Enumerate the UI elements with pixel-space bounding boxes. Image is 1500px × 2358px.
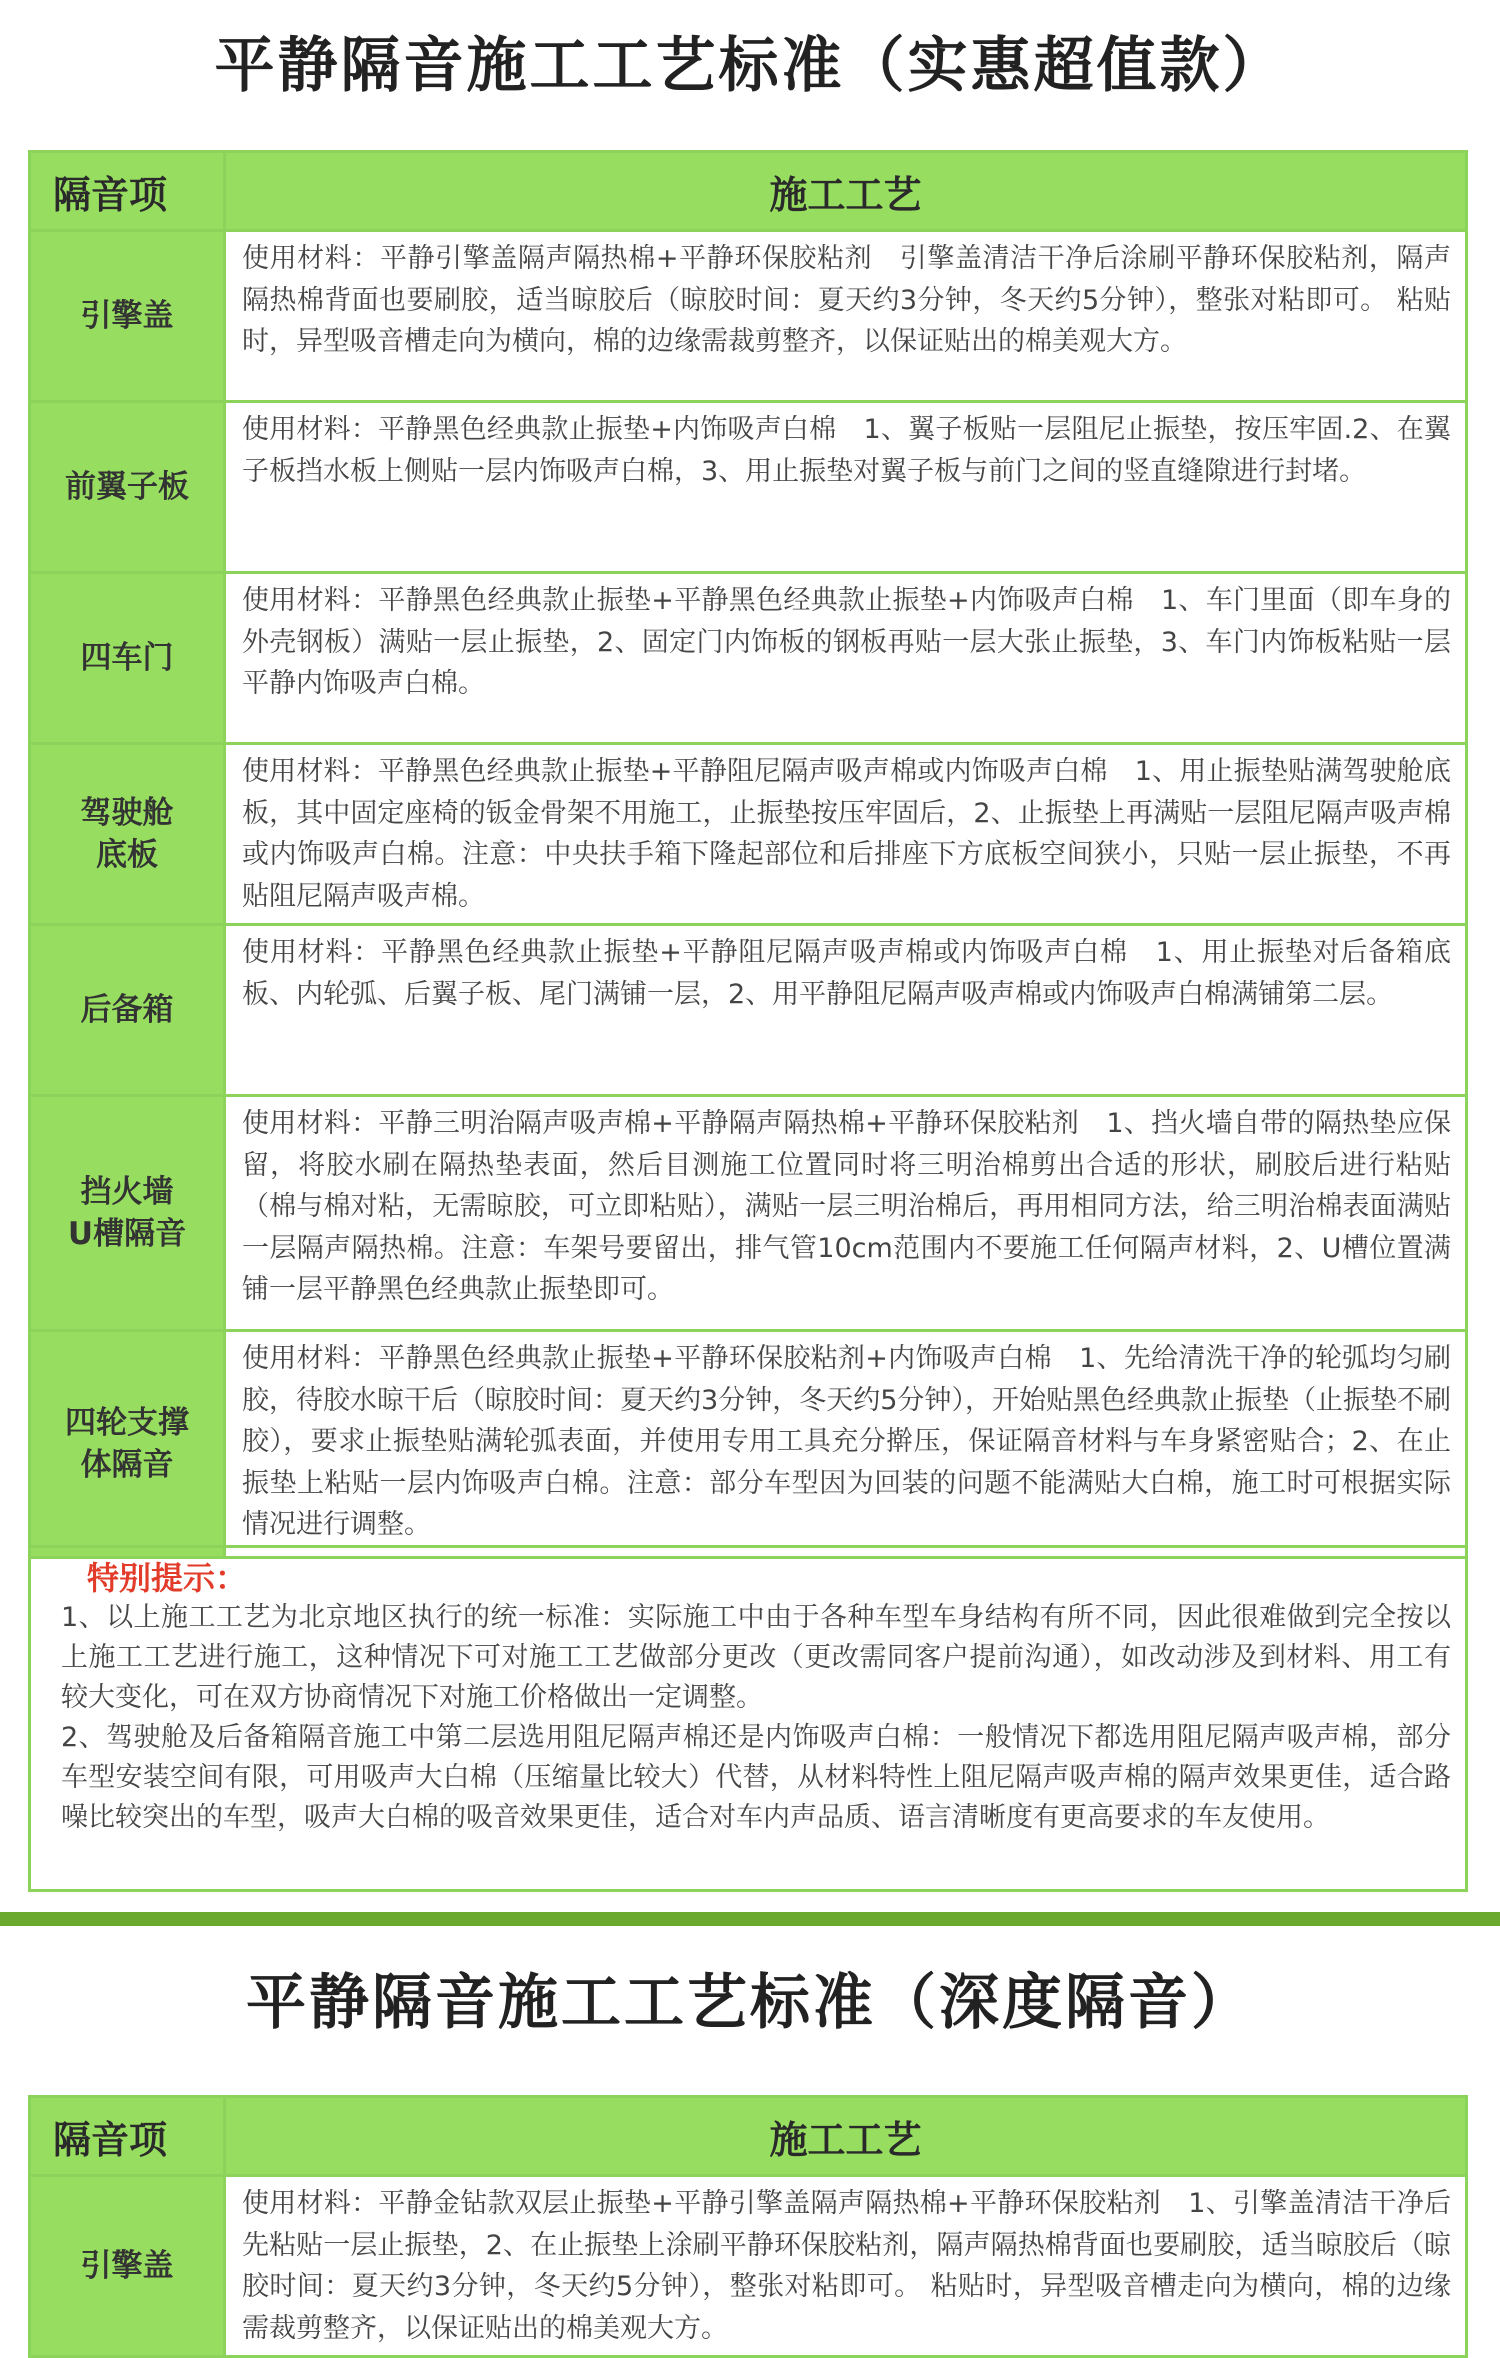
- table-row: [30, 573, 1467, 744]
- page-title: 平静隔音施工工艺标准（实惠超值款）: [214, 31, 1286, 101]
- table-row: [30, 231, 1467, 402]
- row-item-label: 引擎盖: [30, 231, 225, 402]
- special-note-title: 特别提示：: [87, 1559, 248, 1597]
- row-item-label: 四车门: [30, 573, 225, 744]
- row-description: 使用材料：平静金钻款双层止振垫+平静引擎盖隔声隔热棉+平静环保胶粘剂 1、引擎盖清洁干净后先粘贴一层止振垫，2、在止振垫上涂刷平静环保胶粘剂，隔声隔热棉背面也要刷胶，适当晾胶后（晾胶时间：夏天约3分钟，冬天约5分钟），整张对粘即可。 粘贴时，异型吸音槽走向为横向，棉的边缘需裁剪整齐，以保证贴出的棉美观大方。: [225, 2176, 1467, 2357]
- special-note-box: [28, 1545, 1468, 1892]
- table-header-row: [30, 2097, 1467, 2176]
- table-row: [30, 2176, 1467, 2357]
- row-item-label: 驾驶舱 底板: [30, 744, 225, 925]
- row-description: 使用材料：平静黑色经典款止振垫+平静阻尼隔声吸声棉或内饰吸声白棉 1、用止振垫对后备箱底板、内轮弧、后翼子板、尾门满铺一层，2、用平静阻尼隔声吸声棉或内饰吸声白棉满铺第二层。: [225, 925, 1467, 1096]
- process-table-value: [28, 150, 1468, 1559]
- row-description: 使用材料：平静黑色经典款止振垫+平静阻尼隔声吸声棉或内饰吸声白棉 1、用止振垫贴满驾驶舱底板，其中固定座椅的钣金骨架不用施工，止振垫按压牢固后，2、止振垫上再满贴一层阻尼隔声吸声棉或内饰吸声白棉。注意：中央扶手箱下隆起部位和后排座下方底板空间狭小，只贴一层止振垫，不再贴阻尼隔声吸声棉。: [225, 744, 1467, 925]
- column-header-item: 隔音项: [30, 152, 225, 231]
- table-header-row: [30, 152, 1467, 231]
- row-description: 使用材料：平静引擎盖隔声隔热棉+平静环保胶粘剂 引擎盖清洁干净后涂刷平静环保胶粘剂，隔声隔热棉背面也要刷胶，适当晾胶后（晾胶时间：夏天约3分钟，冬天约5分钟），整张对粘即可。 粘贴时，异型吸音槽走向为横向，棉的边缘需裁剪整齐，以保证贴出的棉美观大方。: [225, 231, 1467, 402]
- column-header-process: 施工工艺: [225, 152, 1467, 231]
- row-item-label: 引擎盖: [30, 2176, 225, 2357]
- column-header-item: 隔音项: [30, 2097, 225, 2176]
- row-item-label: 挡火墙 U槽隔音: [30, 1096, 225, 1331]
- row-item-label: 前翼子板: [30, 402, 225, 573]
- table-row: [30, 1331, 1467, 1558]
- section-title: 平静隔音施工工艺标准（深度隔音）: [246, 1968, 1254, 2038]
- row-description: 使用材料：平静黑色经典款止振垫+内饰吸声白棉 1、翼子板贴一层阻尼止振垫，按压牢固.2、在翼子板挡水板上侧贴一层内饰吸声白棉，3、用止振垫对翼子板与前门之间的竖直缝隙进行封堵。: [225, 402, 1467, 573]
- table-row: [30, 744, 1467, 925]
- special-note-text: 1、以上施工工艺为北京地区执行的统一标准：实际施工中由于各种车型车身结构有所不同，因此很难做到完全按以上施工工艺进行施工，这种情况下可对施工工艺做部分更改（更改需同客户提前沟通），如改动涉及到材料、用工有较大变化，可在双方协商情况下对施工价格做出一定调整。 2、驾驶舱及后备箱隔音施工中第二层选用阻尼隔声棉还是内饰吸声白棉：一般情况下都选用阻尼隔声吸声棉，部分车型安装空间有限，可用吸声大白棉（压缩量比较大）代替，从材料特性上阻尼隔声吸声棉的隔声效果更佳，适合路噪比较突出的车型，吸声大白棉的吸音效果更佳，适合对车内声品质、语言清晰度有更高要求的车友使用。: [61, 1602, 1451, 1833]
- column-header-process: 施工工艺: [225, 2097, 1467, 2176]
- section-divider: [0, 1912, 1500, 1926]
- table-row: [30, 402, 1467, 573]
- row-description: 使用材料：平静黑色经典款止振垫+平静环保胶粘剂+内饰吸声白棉 1、先给清洗干净的轮弧均匀刷胶，待胶水晾干后（晾胶时间：夏天约3分钟，冬天约5分钟），开始贴黑色经典款止振垫（止振垫不刷胶），要求止振垫贴满轮弧表面，并使用专用工具充分擀压，保证隔音材料与车身紧密贴合；2、在止振垫上粘贴一层内饰吸声白棉。注意：部分车型因为回装的问题不能满贴大白棉，施工时可根据实际情况进行调整。: [225, 1331, 1467, 1558]
- row-item-label: 后备箱: [30, 925, 225, 1096]
- process-table-deep: [28, 2095, 1468, 2358]
- row-item-label: 四轮支撑 体隔音: [30, 1331, 225, 1558]
- table-row: [30, 1096, 1467, 1331]
- row-description: 使用材料：平静三明治隔声吸声棉+平静隔声隔热棉+平静环保胶粘剂 1、挡火墙自带的隔热垫应保留，将胶水刷在隔热垫表面，然后目测施工位置同时将三明治棉剪出合适的形状，刷胶后进行粘贴（棉与棉对粘，无需晾胶，可立即粘贴），满贴一层三明治棉后，再用相同方法，给三明治棉表面满贴一层隔声隔热棉。注意：车架号要留出，排气管10cm范围内不要施工任何隔声材料，2、U槽位置满铺一层平静黑色经典款止振垫即可。: [225, 1096, 1467, 1331]
- table-row: [30, 925, 1467, 1096]
- row-description: 使用材料：平静黑色经典款止振垫+平静黑色经典款止振垫+内饰吸声白棉 1、车门里面（即车身的外壳钢板）满贴一层止振垫，2、固定门内饰板的钢板再贴一层大张止振垫，3、车门内饰板粘贴一层平静内饰吸声白棉。: [225, 573, 1467, 744]
